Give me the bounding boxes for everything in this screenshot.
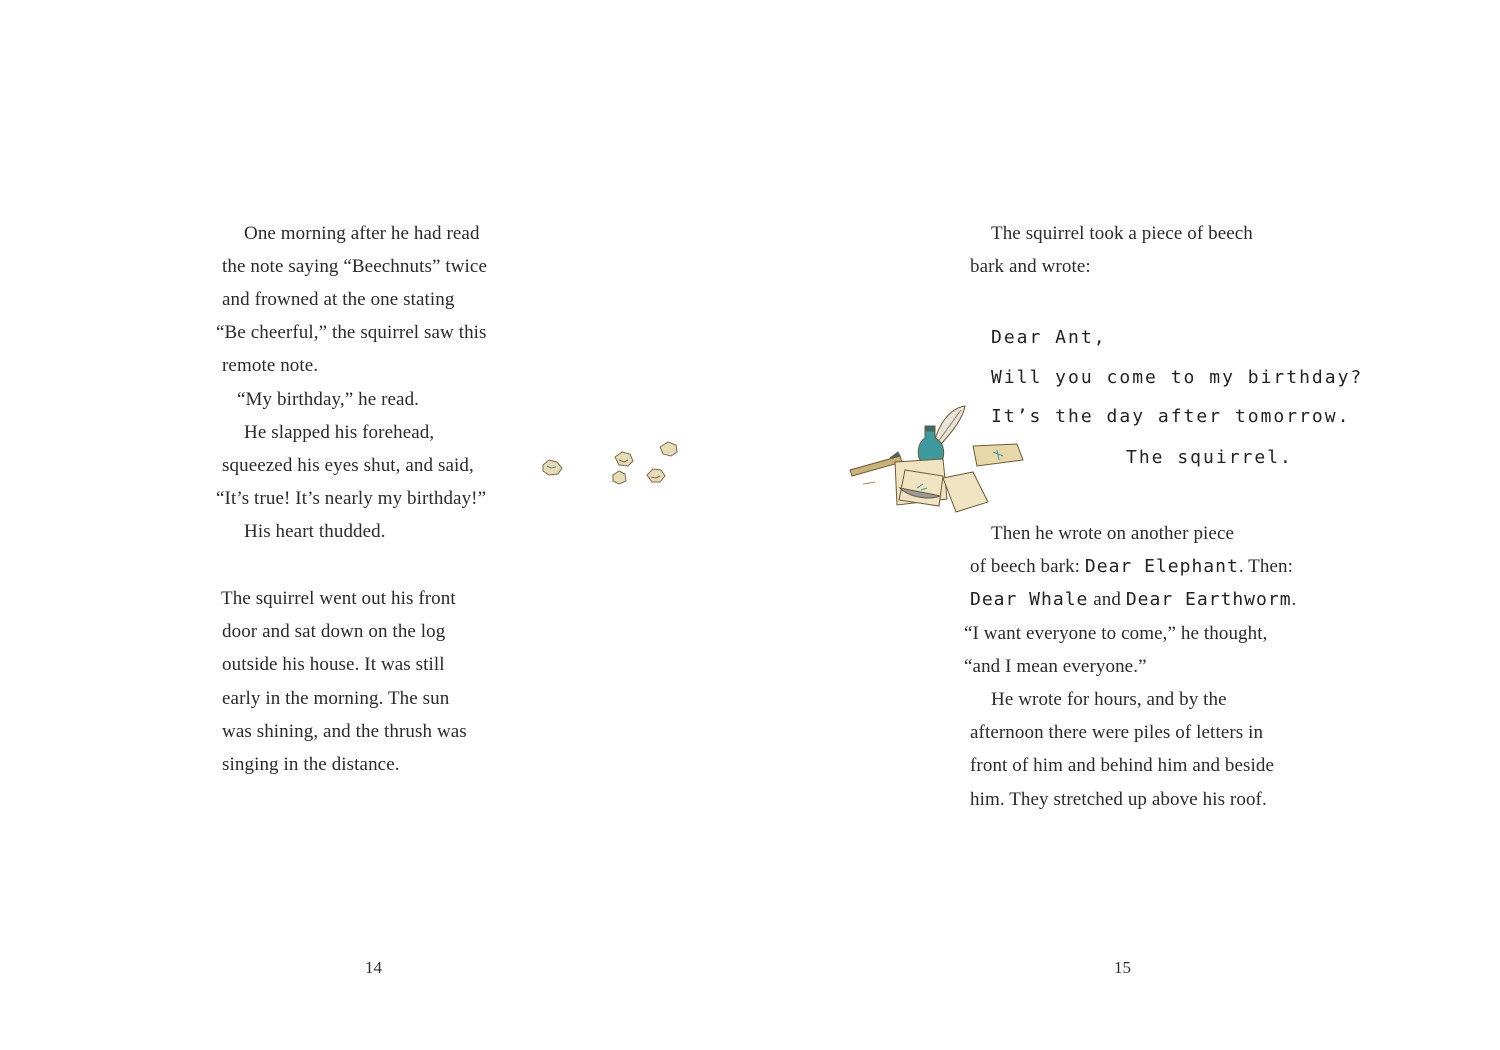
- text-line: He slapped his forehead,: [244, 422, 435, 443]
- text-line: “I want everyone to come,” he thought,: [964, 623, 1268, 644]
- handwritten-letter-line: Will you come to my birthday?: [991, 367, 1364, 388]
- text-line: Then he wrote on another piece: [991, 523, 1235, 544]
- text-span: of beech bark:: [970, 556, 1085, 577]
- text-line: [970, 588, 1296, 612]
- text-line: He wrote for hours, and by the: [991, 689, 1227, 710]
- text-line: door and sat down on the log: [222, 621, 446, 642]
- text-line: afternoon there were piles of letters in: [970, 722, 1264, 743]
- text-line: the note saying “Beechnuts” twice: [222, 256, 487, 277]
- text-line: “Be cheerful,” the squirrel saw this: [216, 322, 487, 343]
- text-line: remote note.: [222, 355, 319, 376]
- text-line: him. They stretched up above his roof.: [970, 789, 1267, 810]
- text-line: singing in the distance.: [222, 754, 400, 775]
- text-line: front of him and behind him and beside: [970, 755, 1275, 776]
- handwritten-letter-line: Dear Ant,: [991, 327, 1107, 348]
- ink-bottle-quill-illustration: [845, 400, 1030, 525]
- text-span: and: [1088, 589, 1126, 610]
- page-number: 14: [365, 958, 382, 977]
- text-line: bark and wrote:: [970, 256, 1091, 277]
- text-line: “My birthday,” he read.: [237, 389, 420, 410]
- page-15: [750, 0, 1500, 1050]
- handwritten-name: Dear Whale: [970, 589, 1089, 610]
- text-line: early in the morning. The sun: [222, 688, 450, 709]
- crumpled-paper-balls-illustration: [535, 435, 695, 495]
- text-line: The squirrel took a piece of beech: [991, 223, 1253, 244]
- text-line: was shining, and the thrush was: [222, 721, 467, 742]
- handwritten-letter-line: It’s the day after tomorrow.: [991, 406, 1351, 427]
- handwritten-name: Dear Earthworm: [1125, 589, 1292, 610]
- text-span: . Then:: [1238, 556, 1293, 577]
- text-line: outside his house. It was still: [222, 654, 445, 675]
- text-line: “and I mean everyone.”: [964, 656, 1147, 677]
- text-line: “It’s true! It’s nearly my birthday!”: [216, 488, 487, 509]
- text-line: One morning after he had read: [244, 223, 480, 244]
- text-span: .: [1291, 589, 1297, 610]
- handwritten-name: Dear Elephant: [1084, 556, 1239, 577]
- page-number: 15: [1114, 958, 1131, 977]
- text-line: squeezed his eyes shut, and said,: [222, 455, 474, 476]
- text-line: The squirrel went out his front: [221, 588, 456, 609]
- text-line: His heart thudded.: [244, 521, 386, 542]
- text-line: and frowned at the one stating: [222, 289, 455, 310]
- text-line: [970, 555, 1293, 579]
- handwritten-signature: The squirrel.: [1126, 447, 1293, 468]
